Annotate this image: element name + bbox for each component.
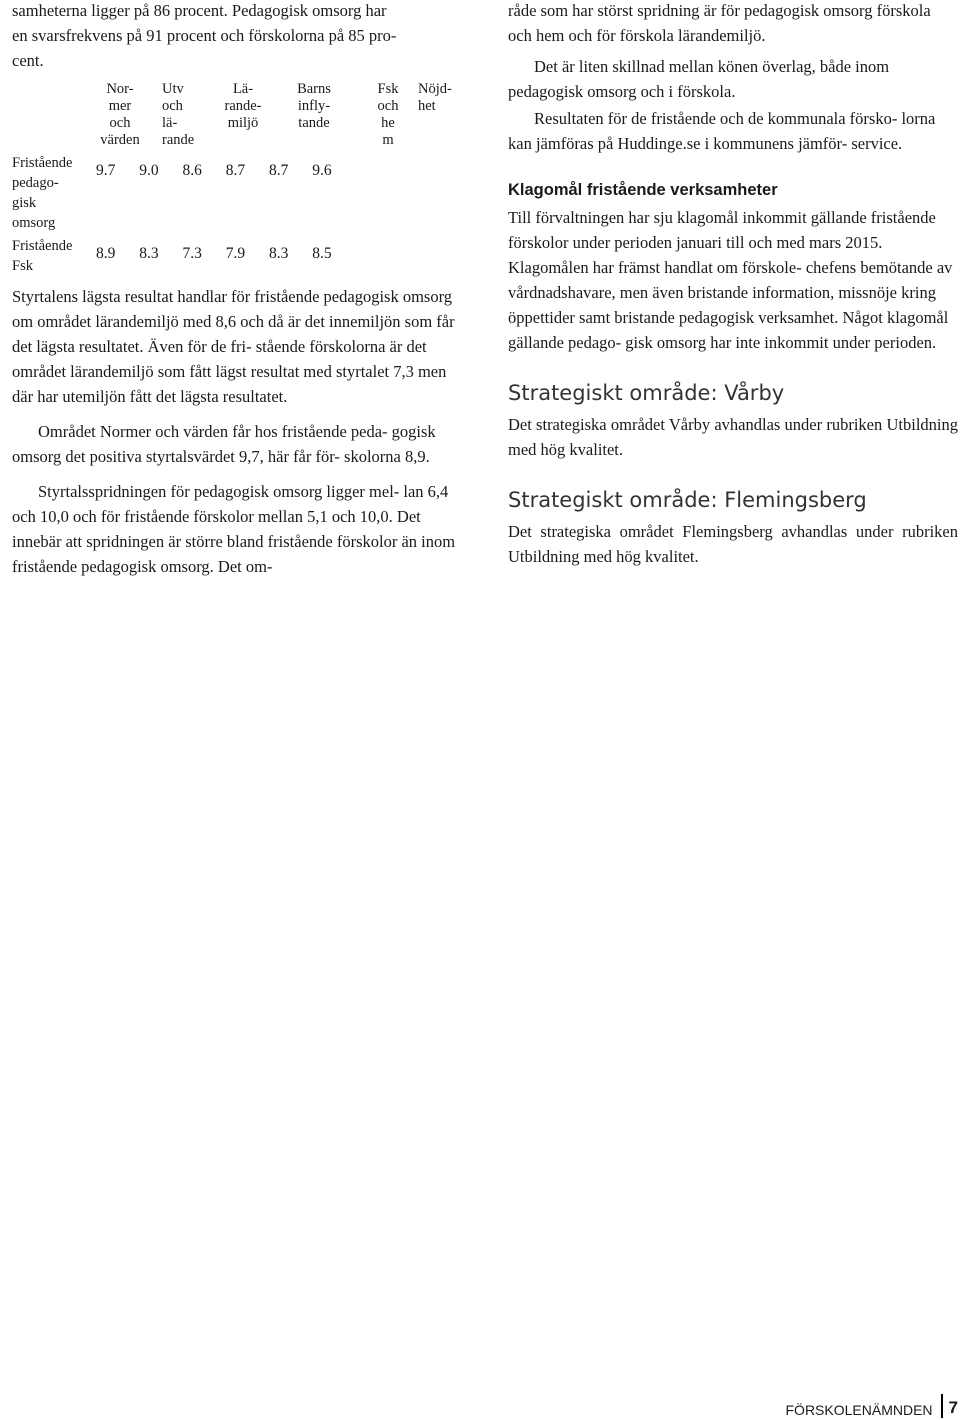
col-header-normer: Nor- mer och värden xyxy=(100,81,140,148)
page-footer xyxy=(786,1394,960,1418)
paragraph: Styrtalsspridningen för pedagogisk omsorg ligger mel- lan 6,4 och 10,0 och för fristående förskolor mellan 5,1 och 10,0. Det innebär att spridningen är större bland fristående förskolor än inom fristående pedagogisk omsorg. Det om- xyxy=(12,482,456,576)
paragraph: Det är liten skillnad mellan könen överlag, både inom pedagogisk omsorg och i förskola. xyxy=(508,57,890,101)
col-header-barns: Barns infly- tande xyxy=(297,81,331,131)
left-body xyxy=(12,284,464,589)
section-heading: Strategiskt område: Vårby xyxy=(508,381,785,405)
right-body xyxy=(508,0,958,579)
row-label-fsk: Fristående Fsk xyxy=(12,238,73,274)
row-label-pedagogisk: Fristående pedago- gisk omsorg xyxy=(12,155,73,231)
paragraph: Resultaten för de fristående och de kommunala försko- lorna kan jämföras på Huddinge.se i kommunens jämför- service. xyxy=(508,109,936,153)
col-header-utv: Utv och lä- rande xyxy=(162,81,195,148)
paragraph: Det strategiska området Flemingsberg avhandlas under rubriken Utbildning med hög kvalitet. xyxy=(508,522,958,566)
page-number: 7 xyxy=(948,1398,958,1417)
col-header-nojdhet: Nöjd- het xyxy=(418,81,452,114)
footer-divider xyxy=(941,1394,943,1418)
col-header-larandemiljo: Lä- rande- miljö xyxy=(224,81,262,131)
row-values-fsk: 8.9 8.3 7.3 7.9 8.3 8.5 xyxy=(96,245,332,262)
paragraph: Till förvaltningen har sju klagomål inkommit gällande fristående förskolor under perioden januari till och med mars 2015. Klagomålen har främst handlat om förskole- chefens bemötande av vårdnadshavare, men även bristande information, missnöje kring öppettider samt bristande pedagogisk verksamhet. Något klagomål gällande pedago- gisk omsorg har inte inkommit under perioden. xyxy=(508,208,953,352)
row-values-pedagogisk: 9.7 9.0 8.6 8.7 8.7 9.6 xyxy=(96,162,332,179)
paragraph: Det strategiska området Vårby avhandlas under rubriken Utbildning med hög kvalitet. xyxy=(508,415,958,459)
col-header-fsk: Fsk och he m xyxy=(377,81,399,148)
intro-text: samheterna ligger på 86 procent. Pedagogisk omsorg har en svarsfrekvens på 91 procent och förskolorna på 85 pro- cent. xyxy=(12,1,397,70)
section-heading: Strategiskt område: Flemingsberg xyxy=(508,488,867,512)
section-heading: Klagomål fristående verksamheter xyxy=(508,181,778,199)
footer-label: FÖRSKOLENÄMNDEN xyxy=(785,1402,933,1418)
paragraph: Styrtalens lägsta resultat handlar för fristående pedagogisk omsorg om området lärandemiljö med 8,6 och då är det innemiljön som får det lägsta resultatet. Även för de fri- stående förskolorna är det området lärandemiljö som fått lägst resultat med styrtalet 7,3 men där har utemiljön fått det lägsta resultatet. xyxy=(12,287,455,406)
paragraph: Området Normer och värden får hos fristående peda- gogisk omsorg det positiva styrtalsvärdet 9,7, här får för- skolorna 8,9. xyxy=(12,422,436,466)
paragraph: råde som har störst spridning är för pedagogisk omsorg förskola och hem och för förskola lärandemiljö. xyxy=(508,1,931,45)
